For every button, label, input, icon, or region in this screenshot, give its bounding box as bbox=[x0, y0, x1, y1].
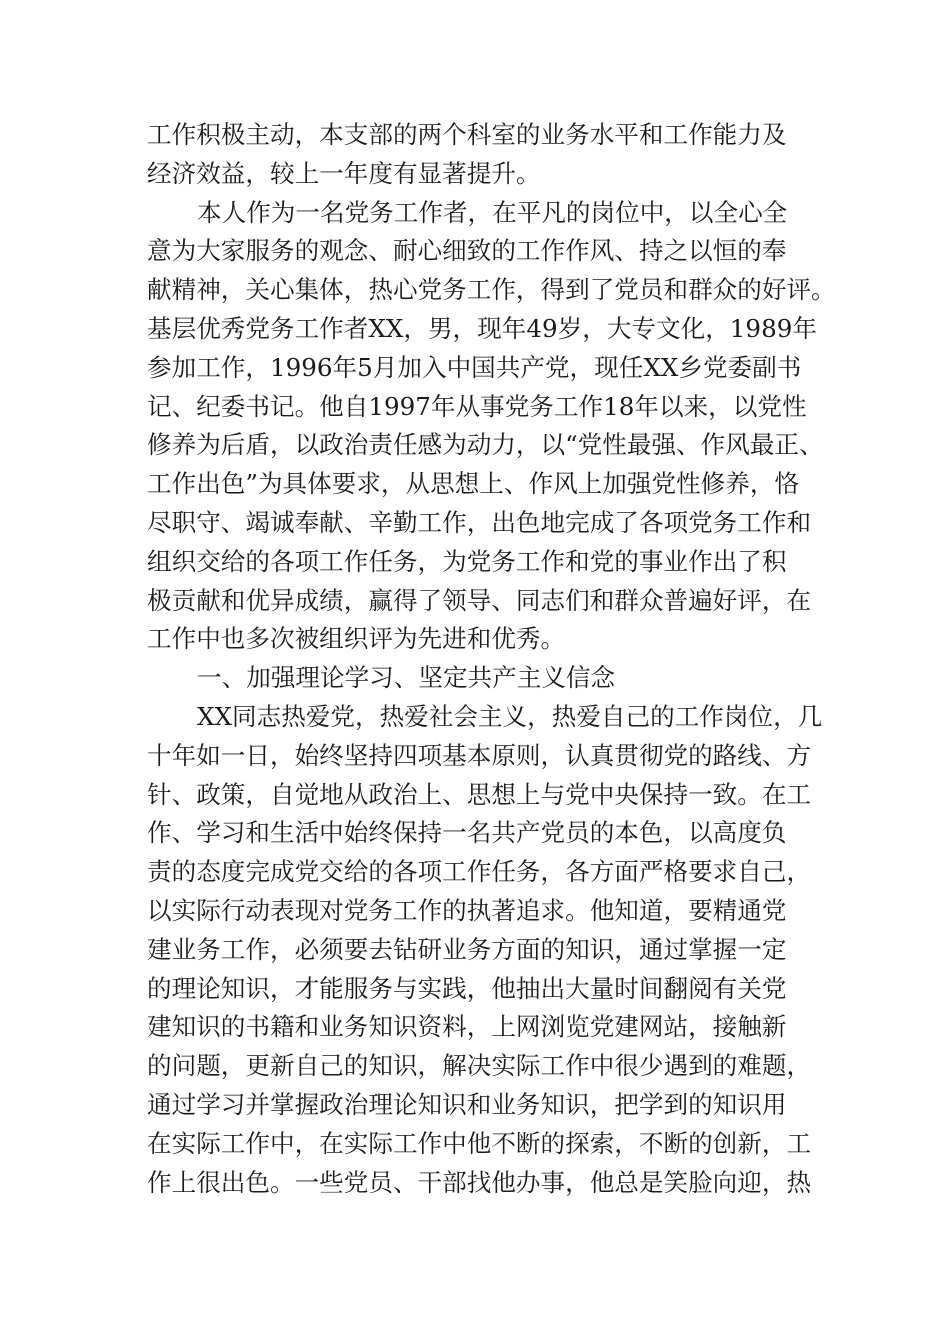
text-line: 的理论知识，才能服务与实践，他抽出大量时间翻阅有关党 bbox=[147, 973, 787, 1003]
text-line: 极贡献和优异成绩，赢得了领导、同志们和群众普遍好评，在 bbox=[147, 585, 812, 615]
text-line: 针、政策，自觉地从政治上、思想上与党中央保持一致。在工 bbox=[147, 779, 812, 809]
text-line: 通过学习并掌握政治理论知识和业务知识，把学到的知识用 bbox=[147, 1089, 787, 1119]
text-line: 责的态度完成党交给的各项工作任务，各方面严格要求自己， bbox=[147, 857, 812, 887]
text-line: 修养为后盾，以政治责任感为动力，以“党性最强、作风最正、 bbox=[147, 430, 824, 460]
text-line: 建业务工作，必须要去钻研业务方面的知识，通过掌握一定 bbox=[147, 934, 787, 964]
section-heading: 一、加强理论学习、坚定共产主义信念 bbox=[197, 663, 616, 693]
text-line: 的问题，更新自己的知识，解决实际工作中很少遇到的难题， bbox=[147, 1051, 812, 1081]
text-line: 以实际行动表现对党务工作的执著追求。他知道，要精通党 bbox=[147, 895, 787, 925]
text-line: 尽职守、竭诚奉献、辛勤工作，出色地完成了各项党务工作和 bbox=[147, 507, 812, 537]
text-line: 记、纪委书记。他自1997年从事党务工作18年以来，以党性 bbox=[147, 391, 807, 421]
text-line: 建知识的书籍和业务知识资料，上网浏览党建网站，接触新 bbox=[147, 1012, 787, 1042]
text-line: 工作中也多次被组织评为先进和优秀。 bbox=[147, 624, 566, 654]
paragraph-start-line: 本人作为一名党务工作者，在平凡的岗位中，以全心全 bbox=[197, 197, 788, 227]
document-body bbox=[147, 116, 836, 1202]
text-line: 十年如一日，始终坚持四项基本原则，认真贯彻党的路线、方 bbox=[147, 740, 812, 770]
text-line: 作上很出色。一些党员、干部找他办事，他总是笑脸向迎，热 bbox=[147, 1167, 812, 1197]
text-line: 工作积极主动，本支部的两个科室的业务水平和工作能力及 bbox=[147, 120, 787, 149]
text-line: 献精神，关心集体，热心党务工作，得到了党员和群众的好评。 bbox=[147, 275, 836, 305]
text-line: 作、学习和生活中始终保持一名共产党员的本色，以高度负 bbox=[147, 818, 787, 848]
text-line: 组织交给的各项工作任务，为党务工作和党的事业作出了积 bbox=[147, 546, 787, 576]
paragraph-start-line: XX同志热爱党，热爱社会主义，热爱自己的工作岗位，几 bbox=[197, 701, 823, 731]
text-line: 经济效益，较上一年度有显著提升。 bbox=[147, 158, 541, 188]
text-line: 在实际工作中，在实际工作中他不断的探索，不断的创新，工 bbox=[147, 1128, 812, 1158]
text-line: 参加工作，1996年5月加入中国共产党，现任XX乡党委副书 bbox=[147, 352, 802, 382]
text-line: 工作出色”为具体要求，从思想上、作风上加强党性修养，恪 bbox=[147, 469, 800, 499]
text-line: 基层优秀党务工作者XX，男，现年49岁，大专文化，1989年 bbox=[147, 313, 817, 343]
text-line: 意为大家服务的观念、耐心细致的工作作风、持之以恒的奉 bbox=[147, 236, 787, 266]
